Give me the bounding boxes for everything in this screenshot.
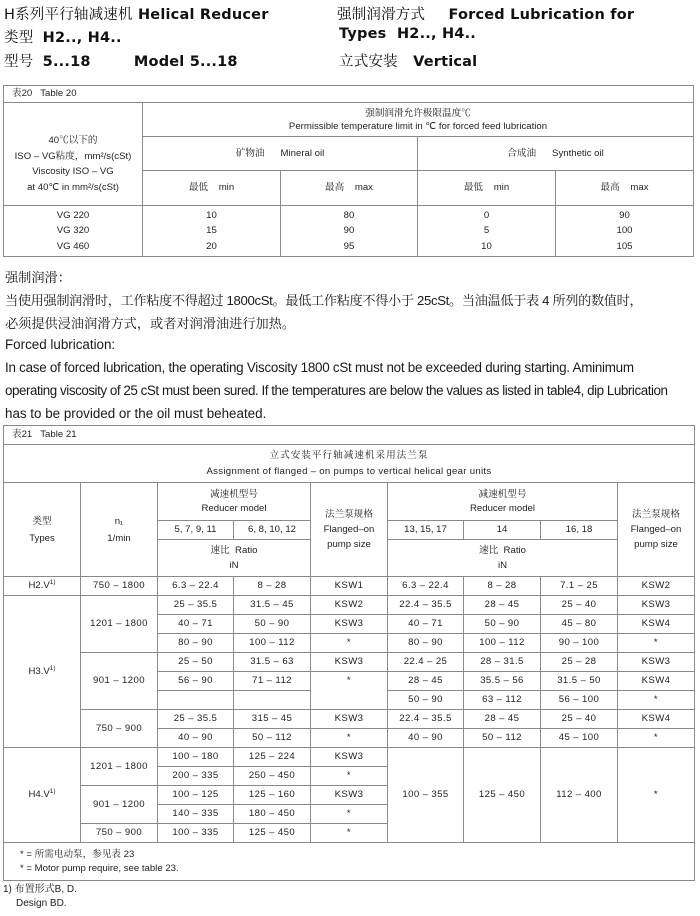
- footnote: [3, 883, 77, 911]
- model-group-3: 13, 15, 17: [388, 521, 464, 540]
- pump-cell: KSW2: [311, 596, 388, 615]
- ratio-cell: 40 – 90: [158, 729, 234, 748]
- table-cell: 15: [206, 225, 217, 237]
- header-vertical-cn: 立式安装: [339, 54, 398, 70]
- table-row: [4, 596, 695, 615]
- ratio-cell: [234, 691, 311, 710]
- pump-cell: KSW3: [311, 710, 388, 729]
- header-model-range: 5...18: [42, 54, 91, 70]
- ratio-cell: 28 – 45: [464, 710, 541, 729]
- model-group-2: 6, 8, 10, 12: [234, 521, 311, 540]
- table-21-notes: [4, 843, 695, 881]
- type-h4v: [4, 748, 81, 843]
- pump-size-en-2: pump size: [327, 539, 371, 550]
- header-forced-en: Forced Lubrication for: [448, 7, 635, 23]
- types-header-en: Types: [29, 532, 55, 544]
- synthetic-min-column: [418, 206, 556, 257]
- pump-cell: *: [311, 805, 388, 824]
- ratio-cell: 25 – 35.5: [158, 596, 234, 615]
- note-en: * = Motor pump require, see table 23.: [20, 862, 179, 874]
- mineral-min-column: [143, 206, 281, 257]
- table-cell: 100: [616, 225, 633, 237]
- model-group-4: 14: [464, 521, 541, 540]
- ratio-cell: 6.3 – 22.4: [388, 577, 464, 596]
- row-header-line-2: ISO – VG粘度，mm²/s(cSt): [14, 150, 132, 162]
- type-label: H4.V: [28, 789, 50, 800]
- table-row: [4, 748, 695, 767]
- types-header: [4, 483, 81, 577]
- footnote-line-2: Design BD.: [16, 898, 67, 909]
- type-label: H2.V: [28, 580, 50, 591]
- speed-cell: 901 – 1200: [81, 786, 158, 824]
- ratio-cell: 40 – 71: [158, 615, 234, 634]
- table-cell: 80: [343, 209, 355, 221]
- ratio-cell: 25 – 28: [541, 653, 618, 672]
- pump-cell: KSW1: [311, 577, 388, 596]
- table-20: [3, 85, 694, 257]
- ratio-cell: 125 – 450: [234, 824, 311, 843]
- ratio-cell: 100 – 335: [158, 824, 234, 843]
- types-header-cn: 类型: [32, 515, 52, 527]
- forced-cn-title: 强制润滑：: [5, 270, 71, 285]
- reducer-model-header-b: [388, 483, 618, 521]
- row-header-line-1: 40℃以下的: [48, 135, 98, 146]
- ratio-cell: 100 – 180: [158, 748, 234, 767]
- speed-header: [81, 483, 158, 577]
- reducer-model-cn: 减速机型号: [478, 488, 527, 500]
- table-cell: 90: [619, 209, 630, 221]
- reducer-model-en: Reducer model: [469, 502, 536, 514]
- synthetic-max-column: [556, 206, 694, 257]
- pump-size-en-1: Flanged–on: [323, 524, 375, 535]
- speed-cell: 1201 – 1800: [81, 748, 158, 786]
- forced-en-line-3: has to be provided or the oil must beheated.: [5, 406, 267, 421]
- ratio-cell: 125 – 160: [234, 786, 311, 805]
- footnote-ref: 1): [49, 579, 56, 586]
- table-21-title-en: Assignment of flanged – on pumps to vertical helical gear units: [206, 465, 492, 477]
- ratio-cell: 100 – 112: [234, 634, 311, 653]
- ratio-cell: 25 – 40: [541, 596, 618, 615]
- ratio-cell: 50 – 90: [234, 615, 311, 634]
- table-20-group-header: [143, 103, 694, 137]
- pump-cell: KSW3: [618, 653, 695, 672]
- header-types-en: H2.., H4..: [42, 30, 122, 46]
- pump-size-header-b: [618, 483, 695, 577]
- header-vertical-en: Vertical: [413, 54, 478, 70]
- ratio-header-en: iN: [229, 560, 239, 571]
- ratio-cell: 200 – 335: [158, 767, 234, 786]
- table-21-title: [4, 445, 695, 483]
- note-cn: * = 所需电动泵，参见表 23: [20, 848, 135, 860]
- pump-cell: KSW4: [618, 672, 695, 691]
- table-cell: 20: [206, 240, 217, 252]
- pump-cell: *: [311, 672, 388, 691]
- ratio-cell: 100 – 355: [388, 748, 464, 843]
- table-20-caption: 表20 Table 20: [4, 86, 694, 103]
- pump-cell: KSW3: [311, 653, 388, 672]
- table-row: [4, 653, 695, 672]
- mineral-max-header: 最高 max: [281, 171, 418, 206]
- group-header-en: Permissible temperature limit in ℃ for forced feed lubrication: [288, 120, 548, 132]
- header-series-cn: H系列平行轴减速机: [4, 7, 133, 23]
- group-header-cn: 强制润滑允许极限温度℃: [365, 107, 471, 119]
- type-label: H3.V: [28, 665, 50, 677]
- table-row-grade: VG 320: [56, 225, 90, 237]
- forced-en-title: Forced lubrication:: [5, 337, 116, 352]
- table-cell: 95: [343, 240, 355, 252]
- pump-size-cn: 法兰泵规格: [632, 509, 680, 520]
- speed-cell: 750 – 900: [81, 710, 158, 748]
- type-h3v: [4, 596, 81, 748]
- ratio-cell: 31.5 – 45: [234, 596, 311, 615]
- ratio-cell: 80 – 90: [388, 634, 464, 653]
- pump-cell: *: [311, 729, 388, 748]
- pump-cell: KSW3: [311, 748, 388, 767]
- ratio-cell: 28 – 45: [464, 596, 541, 615]
- table-cell: 5: [483, 225, 490, 237]
- ratio-header-en: iN: [497, 560, 508, 571]
- pump-cell: KSW4: [618, 710, 695, 729]
- table-cell: 10: [481, 240, 492, 252]
- ratio-header-cn: 速比 Ratio: [479, 545, 526, 556]
- speed-header-symbol: n₁: [114, 515, 124, 527]
- ratio-cell: 140 – 335: [158, 805, 234, 824]
- mineral-max-column: [281, 206, 418, 257]
- pump-cell: *: [311, 824, 388, 843]
- forced-cn-line-1: 当使用强制润滑时，工作粘度不得超过 1800cSt。最低工作粘度不得小于 25cSt。当油温低于表 4 所列的数值时，: [5, 293, 643, 308]
- synthetic-max-header: 最高 max: [556, 171, 694, 206]
- header-types-right: Types H2.., H4..: [339, 26, 477, 42]
- ratio-cell: 50 – 90: [464, 615, 541, 634]
- ratio-header-b: [388, 540, 618, 577]
- header-types-cn: 类型: [4, 30, 34, 46]
- reducer-model-header-a: [158, 483, 311, 521]
- ratio-cell: 40 – 71: [388, 615, 464, 634]
- ratio-cell: 50 – 112: [464, 729, 541, 748]
- ratio-cell: 31.5 – 63: [234, 653, 311, 672]
- ratio-cell: 6.3 – 22.4: [158, 577, 234, 596]
- ratio-cell: 71 – 112: [234, 672, 311, 691]
- table-cell: 0: [483, 209, 490, 221]
- footnote-ref: 1): [49, 664, 56, 672]
- ratio-cell: 90 – 100: [541, 634, 618, 653]
- ratio-cell: 40 – 90: [388, 729, 464, 748]
- pump-cell: *: [618, 691, 695, 710]
- pump-cell: KSW3: [618, 596, 695, 615]
- header-forced-title: [337, 3, 634, 24]
- ratio-cell: 8 – 28: [464, 577, 541, 596]
- ratio-cell: 45 – 80: [541, 615, 618, 634]
- ratio-cell: 80 – 90: [158, 634, 234, 653]
- pump-size-en-2: pump size: [634, 539, 678, 550]
- ratio-cell: 25 – 35.5: [158, 710, 234, 729]
- reducer-model-cn: 减速机型号: [210, 488, 258, 500]
- pump-cell: KSW3: [311, 615, 388, 634]
- row-header-line-4: at 40℃ in mm²/s(cSt): [27, 181, 119, 193]
- footnote-ref: 1): [49, 788, 56, 795]
- ratio-cell: 7.1 – 25: [541, 577, 618, 596]
- ratio-header-cn: 速比 Ratio: [210, 545, 258, 556]
- forced-en-line-2: operating viscosity of 25 cSt must been sured. If the temperatures are below the values as listed in table4, dip Lubrication: [5, 383, 668, 398]
- table-cell: 10: [206, 209, 217, 221]
- ratio-cell: 63 – 112: [464, 691, 541, 710]
- ratio-cell: 45 – 100: [541, 729, 618, 748]
- ratio-cell: 22.4 – 25: [388, 653, 464, 672]
- pump-size-cn: 法兰泵规格: [325, 509, 373, 520]
- table-20-row-header: [4, 103, 143, 206]
- synthetic-oil-header: 合成油 Synthetic oil: [418, 137, 694, 171]
- ratio-cell: 35.5 – 56: [464, 672, 541, 691]
- ratio-cell: 22.4 – 35.5: [388, 710, 464, 729]
- header-vertical: [339, 50, 477, 71]
- ratio-cell: 8 – 28: [234, 577, 311, 596]
- type-h2v: [4, 577, 81, 596]
- table-21-caption: 表21 Table 21: [4, 426, 695, 445]
- header-types: [4, 26, 122, 47]
- pump-size-en-1: Flanged–on: [630, 524, 682, 535]
- ratio-cell: 31.5 – 50: [541, 672, 618, 691]
- model-group-5: 16, 18: [541, 521, 618, 540]
- table-row-grade: VG 220: [56, 209, 90, 221]
- pump-cell: *: [618, 748, 695, 843]
- synthetic-min-header: 最低 min: [418, 171, 556, 206]
- pump-cell: *: [618, 729, 695, 748]
- speed-header-unit: 1/min: [107, 532, 131, 544]
- ratio-cell: 22.4 – 35.5: [388, 596, 464, 615]
- reducer-model-en: Reducer model: [201, 502, 267, 514]
- ratio-header-a: [158, 540, 311, 577]
- table-row-grade: VG 460: [56, 240, 90, 252]
- header-series-en: Helical Reducer: [137, 7, 269, 23]
- ratio-cell: 56 – 100: [541, 691, 618, 710]
- ratio-cell: 112 – 400: [541, 748, 618, 843]
- ratio-cell: 25 – 50: [158, 653, 234, 672]
- ratio-cell: 50 – 112: [234, 729, 311, 748]
- row-header-line-3: Viscosity ISO – VG: [32, 166, 114, 177]
- header-model-en: Model 5...18: [133, 54, 238, 70]
- mineral-oil-header: 矿物油 Mineral oil: [143, 137, 418, 171]
- grade-column: [4, 206, 143, 257]
- header-model-cn: 型号: [4, 54, 34, 70]
- pump-cell: KSW4: [618, 615, 695, 634]
- ratio-cell: 28 – 45: [388, 672, 464, 691]
- table-cell: 105: [616, 240, 633, 252]
- ratio-cell: 50 – 90: [388, 691, 464, 710]
- forced-cn-line-2: 必须提供浸油润滑方式，或者对润滑油进行加热。: [5, 316, 296, 331]
- footnote-line-1: 1) 布置形式B, D.: [3, 884, 77, 895]
- ratio-cell: 100 – 125: [158, 786, 234, 805]
- pump-cell: KSW3: [311, 786, 388, 805]
- ratio-cell: 25 – 40: [541, 710, 618, 729]
- forced-lubrication-cn: [5, 266, 642, 335]
- speed-cell: 750 – 1800: [81, 577, 158, 596]
- speed-cell: 750 – 900: [81, 824, 158, 843]
- ratio-cell: 315 – 45: [234, 710, 311, 729]
- ratio-cell: 56 – 90: [158, 672, 234, 691]
- ratio-cell: 180 – 450: [234, 805, 311, 824]
- ratio-cell: 250 – 450: [234, 767, 311, 786]
- header-model: [4, 50, 238, 71]
- speed-cell: 901 – 1200: [81, 653, 158, 710]
- mineral-min-header: 最低 min: [143, 171, 281, 206]
- table-cell: 90: [343, 225, 355, 237]
- table-row: [4, 710, 695, 729]
- pump-cell: *: [618, 634, 695, 653]
- pump-cell: [311, 691, 388, 710]
- forced-en-line-1: In case of forced lubrication, the operating Viscosity 1800 cSt must not be exceeded during starting. Aminimum: [5, 360, 634, 375]
- ratio-cell: [158, 691, 234, 710]
- ratio-cell: 125 – 450: [464, 748, 541, 843]
- pump-size-header-a: [311, 483, 388, 577]
- ratio-cell: 100 – 112: [464, 634, 541, 653]
- table-21: [3, 425, 695, 881]
- pump-cell: KSW2: [618, 577, 695, 596]
- pump-cell: *: [311, 767, 388, 786]
- ratio-cell: 28 – 31.5: [464, 653, 541, 672]
- table-21-title-cn: 立式安装平行轴减速机采用法兰泵: [269, 449, 429, 461]
- pump-cell: *: [311, 634, 388, 653]
- header-forced-cn: 强制润滑方式: [337, 7, 426, 23]
- model-group-1: 5, 7, 9, 11: [158, 521, 234, 540]
- table-row: [4, 577, 695, 596]
- forced-lubrication-en: [5, 333, 668, 425]
- speed-cell: 1201 – 1800: [81, 596, 158, 653]
- header-types-en-right: [339, 26, 476, 42]
- ratio-cell: 125 – 224: [234, 748, 311, 767]
- header-title-cn-en: [4, 3, 269, 24]
